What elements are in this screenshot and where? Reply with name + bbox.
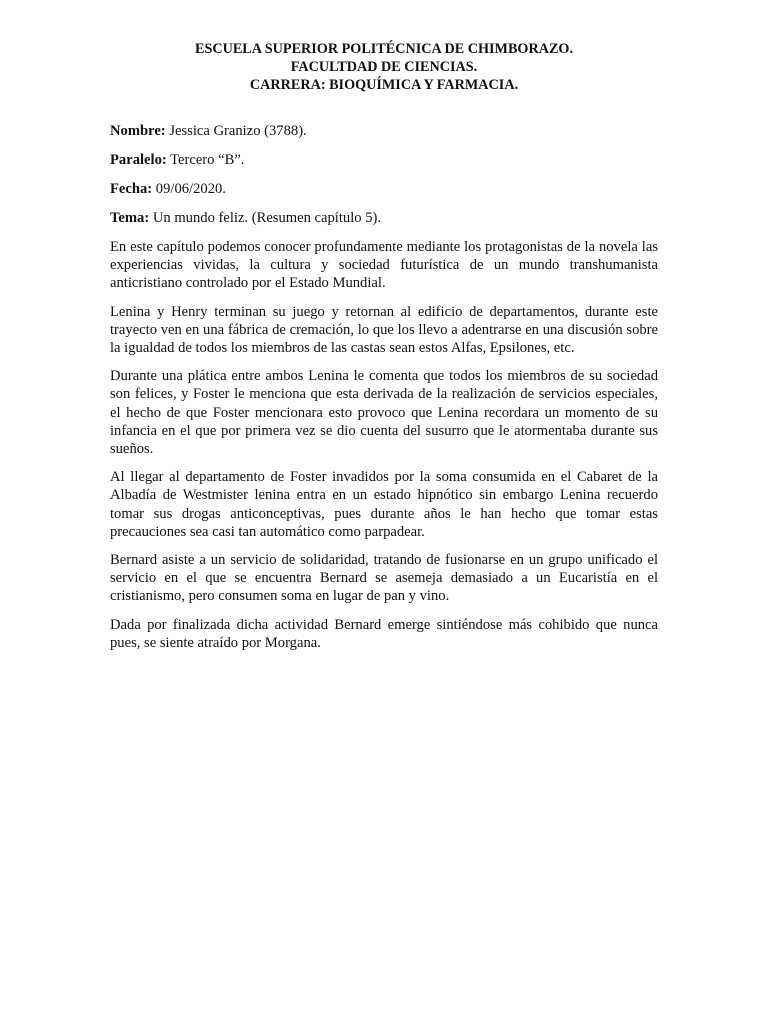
field-paralelo-value: Tercero “B”. — [166, 152, 245, 168]
document-header — [110, 40, 658, 94]
field-tema — [110, 209, 658, 227]
header-institution: ESCUELA SUPERIOR POLITÉCNICA DE CHIMBORAZO. — [194, 41, 573, 57]
body-paragraph: Dada por finalizada dicha actividad Bernard emerge sintiéndose más cohibido que nunca pues, se siente atraído por Morgana. — [110, 616, 658, 651]
body-paragraph: Al llegar al departamento de Foster invadidos por la soma consumida en el Cabaret de la Albadía de Westmister lenina entra en un estado hipnótico sin embargo Lenina recuerdo tomar sus drogas anticonceptivas, pues durante años le han hecho que tomar estas precauciones sea casi tan automático como parpadear. — [110, 469, 658, 540]
field-nombre — [110, 122, 658, 140]
field-paralelo — [110, 151, 658, 169]
field-fecha-value: 09/06/2020. — [152, 181, 226, 197]
body-paragraph: Bernard asiste a un servicio de solidaridad, tratando de fusionarse en un grupo unificado el servicio en el que se encuentra Bernard se asemeja demasiado a un Eucaristía en el cristianismo, pero consumen soma en lugar de pan y vino. — [110, 552, 658, 605]
field-tema-value: Un mundo feliz. (Resumen capítulo 5). — [149, 210, 382, 226]
body-paragraph: En este capítulo podemos conocer profundamente mediante los protagonistas de la novela las experiencias vividas, la cultura y sociedad futurística de un mundo transhumanista anticristiano controlado por el Estado Mundial. — [110, 239, 658, 292]
field-nombre-value: Jessica Granizo (3788). — [165, 123, 307, 139]
header-faculty: FACULTDAD DE CIENCIAS. — [290, 59, 478, 75]
field-tema-label: Tema: — [110, 210, 150, 226]
field-fecha — [110, 180, 658, 198]
field-fecha-label: Fecha: — [110, 181, 153, 197]
document-page — [110, 40, 658, 662]
body-paragraph: Durante una plática entre ambos Lenina le comenta que todos los miembros de su sociedad son felices, y Foster le menciona que esta derivada de la realización de servicios especiales, el hecho de que Foster mencionara esto provoco que Lenina recordara un momento de su infancia en el que por primera vez se dio cuenta del susurro que le atormentaba durante sus sueños. — [110, 368, 658, 458]
body-paragraph: Lenina y Henry terminan su juego y retornan al edificio de departamentos, durante este trayecto ven en una fábrica de cremación, lo que los llevo a adentrarse en una discusión sobre la igualdad de todos los miembros de las castas sean estos Alfas, Epsilones, etc. — [110, 303, 658, 357]
field-nombre-label: Nombre: — [110, 123, 166, 139]
header-career: CARRERA: BIOQUÍMICA Y FARMACIA. — [249, 77, 519, 93]
field-paralelo-label: Paralelo: — [110, 152, 167, 168]
